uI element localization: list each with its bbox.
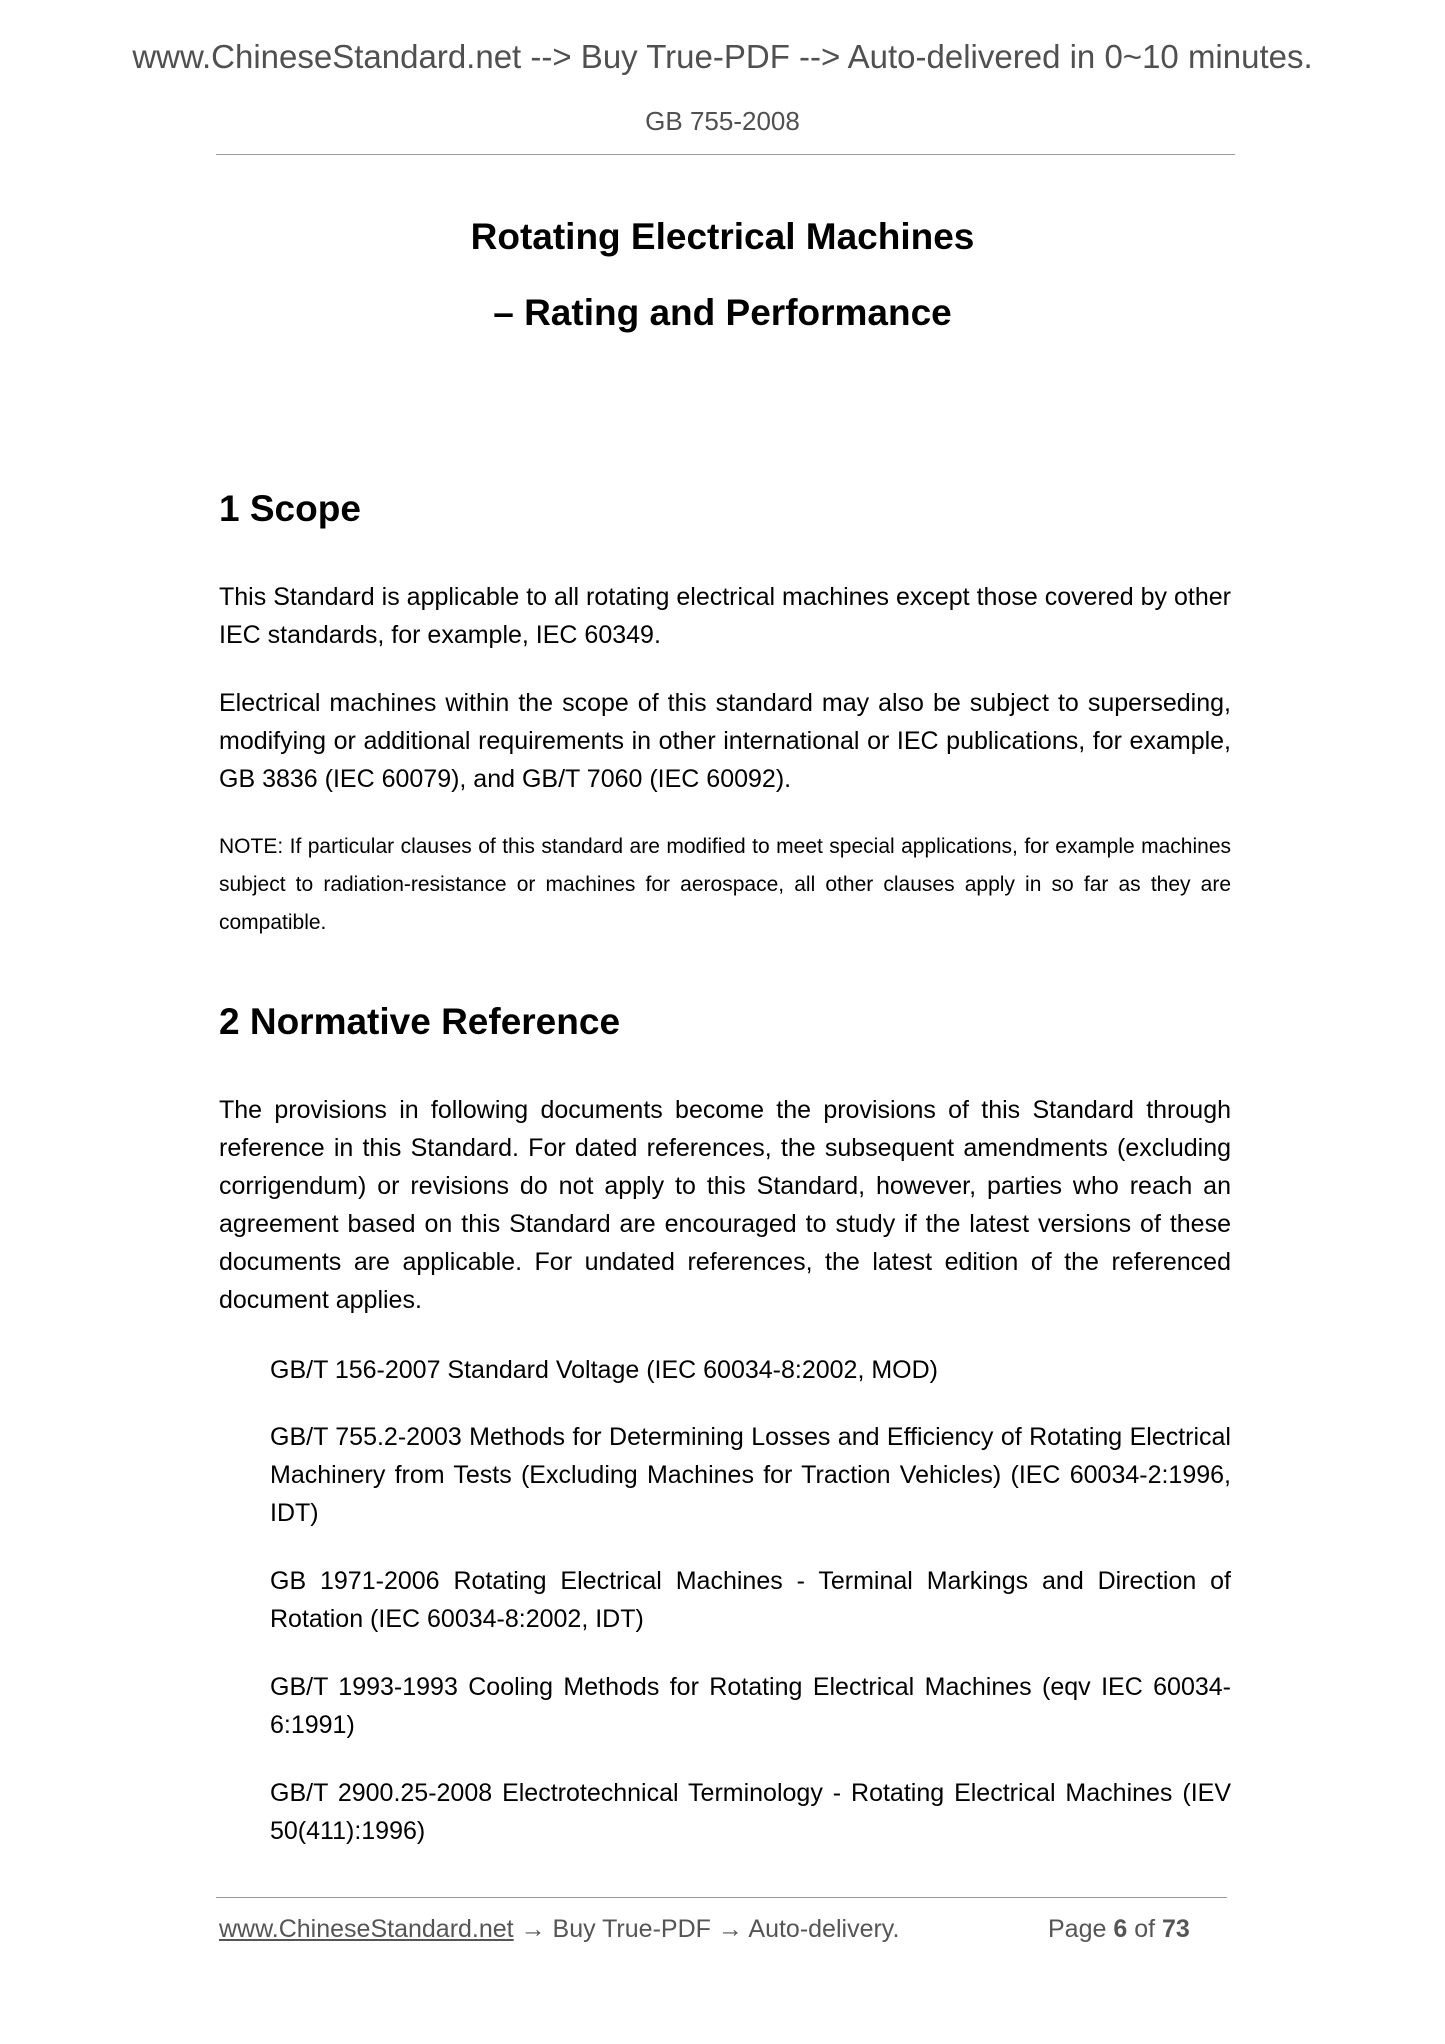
page-indicator bbox=[1048, 1915, 1190, 1944]
reference-item: GB/T 755.2-2003 Methods for Determining Losses and Efficiency of Rotating Electrical Machinery from Tests (Excluding Machines for Traction Vehicles) (IEC 60034-2:1996, IDT) bbox=[270, 1423, 1231, 1527]
standard-number: GB 755-2008 bbox=[645, 106, 800, 136]
total-page-count: 73 bbox=[1162, 1915, 1190, 1943]
footer-website-link[interactable]: www.ChineseStandard.net bbox=[219, 1915, 514, 1943]
header-divider bbox=[216, 154, 1235, 155]
section-heading-normative-reference: 2 Normative Reference bbox=[219, 1001, 621, 1042]
of-label: of bbox=[1134, 1915, 1156, 1943]
document-title: Rotating Electrical Machines bbox=[470, 216, 975, 257]
scope-paragraph-2: Electrical machines within the scope of this standard may also be subject to superseding, modifying or additional requirements in other international or IEC publications, for example, GB 3836 (IEC 60079), and GB/T 7060 (IEC 60092). bbox=[219, 689, 1231, 793]
reference-item: GB 1971-2006 Rotating Electrical Machines - Terminal Markings and Direction of Rotation (IEC 60034-8:2002, IDT) bbox=[270, 1567, 1231, 1633]
reference-item: GB/T 1993-1993 Cooling Methods for Rotating Electrical Machines (eqv IEC 60034-6:1991) bbox=[270, 1673, 1231, 1739]
current-page-number: 6 bbox=[1113, 1915, 1128, 1943]
reference-item: GB/T 156-2007 Standard Voltage (IEC 60034-8:2002, MOD) bbox=[270, 1356, 938, 1384]
page-label: Page bbox=[1048, 1915, 1107, 1943]
top-banner: www.ChineseStandard.net --> Buy True-PDF --> Auto-delivered in 0~10 minutes. bbox=[132, 38, 1313, 75]
footer-divider bbox=[216, 1897, 1227, 1898]
scope-paragraph-1: This Standard is applicable to all rotating electrical machines except those covered by other IEC standards, for example, IEC 60349. bbox=[219, 583, 1231, 649]
footer-tagline: → Buy True-PDF → Auto-delivery. bbox=[513, 1915, 900, 1943]
footer-left bbox=[219, 1915, 899, 1944]
scope-note: NOTE: If particular clauses of this standard are modified to meet special applications, for example machines subject to radiation-resistance or machines for aerospace, all other clauses apply in so far as they are compatible. bbox=[219, 835, 1231, 934]
section-heading-scope: 1 Scope bbox=[219, 488, 361, 529]
document-subtitle: – Rating and Performance bbox=[493, 292, 952, 333]
reference-item: GB/T 2900.25-2008 Electrotechnical Terminology - Rotating Electrical Machines (IEV 50(411):1996) bbox=[270, 1779, 1231, 1845]
normative-reference-intro: The provisions in following documents become the provisions of this Standard through reference in this Standard. For dated references, the subsequent amendments (excluding corrigendum) or revisions do not apply to this Standard, however, parties who reach an agreement based on this Standard are encouraged to study if the latest versions of these documents are applicable. For undated references, the latest edition of the referenced document applies. bbox=[219, 1096, 1231, 1314]
